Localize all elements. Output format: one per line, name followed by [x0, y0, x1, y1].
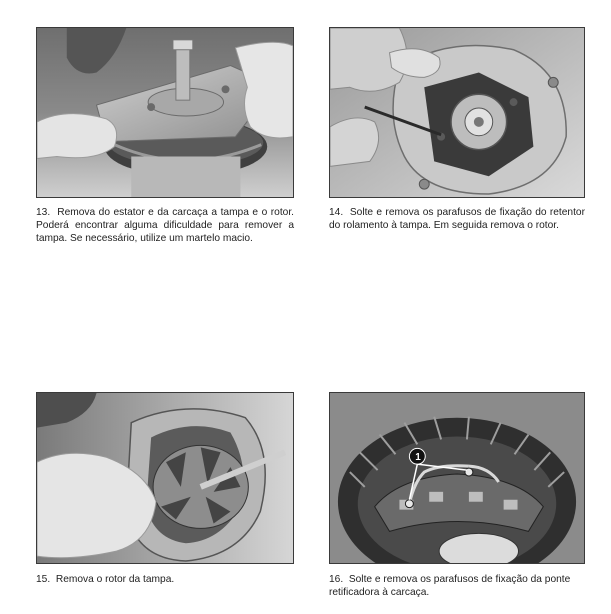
step-16-text: Solte e remova os parafusos de fixação da ponte retificadora à carcaça. — [329, 574, 571, 599]
step-14-text: Solte e remova os parafusos de fixação do retentor do rolamento à tampa. Em seguida remova o rotor. — [329, 207, 585, 232]
step-13-illustration — [37, 28, 293, 197]
callout-marker-1: 1 — [415, 452, 421, 463]
step-15-caption — [36, 573, 294, 586]
step-16-number: 16. — [329, 574, 344, 585]
step-14-photo — [329, 27, 585, 198]
step-15-number: 15. — [36, 574, 51, 585]
step-14-illustration — [330, 28, 584, 197]
step-15-illustration — [37, 393, 293, 563]
step-16-photo — [329, 392, 585, 564]
step-13-text: Remova do estator e da carcaça a tampa e o rotor. Poderá encontrar alguma dificuldade para remover a tampa. Se necessário, utilize um martelo macio. — [36, 207, 294, 245]
step-15-photo — [36, 392, 294, 564]
step-16-caption — [329, 573, 585, 599]
step-13-number: 13. — [36, 207, 51, 218]
step-13-caption — [36, 206, 294, 246]
step-13-photo — [36, 27, 294, 198]
step-15-text: Remova o rotor da tampa. — [55, 574, 175, 585]
step-14-number: 14. — [329, 207, 344, 218]
step-16-illustration — [330, 393, 584, 563]
step-14-caption — [329, 206, 585, 232]
